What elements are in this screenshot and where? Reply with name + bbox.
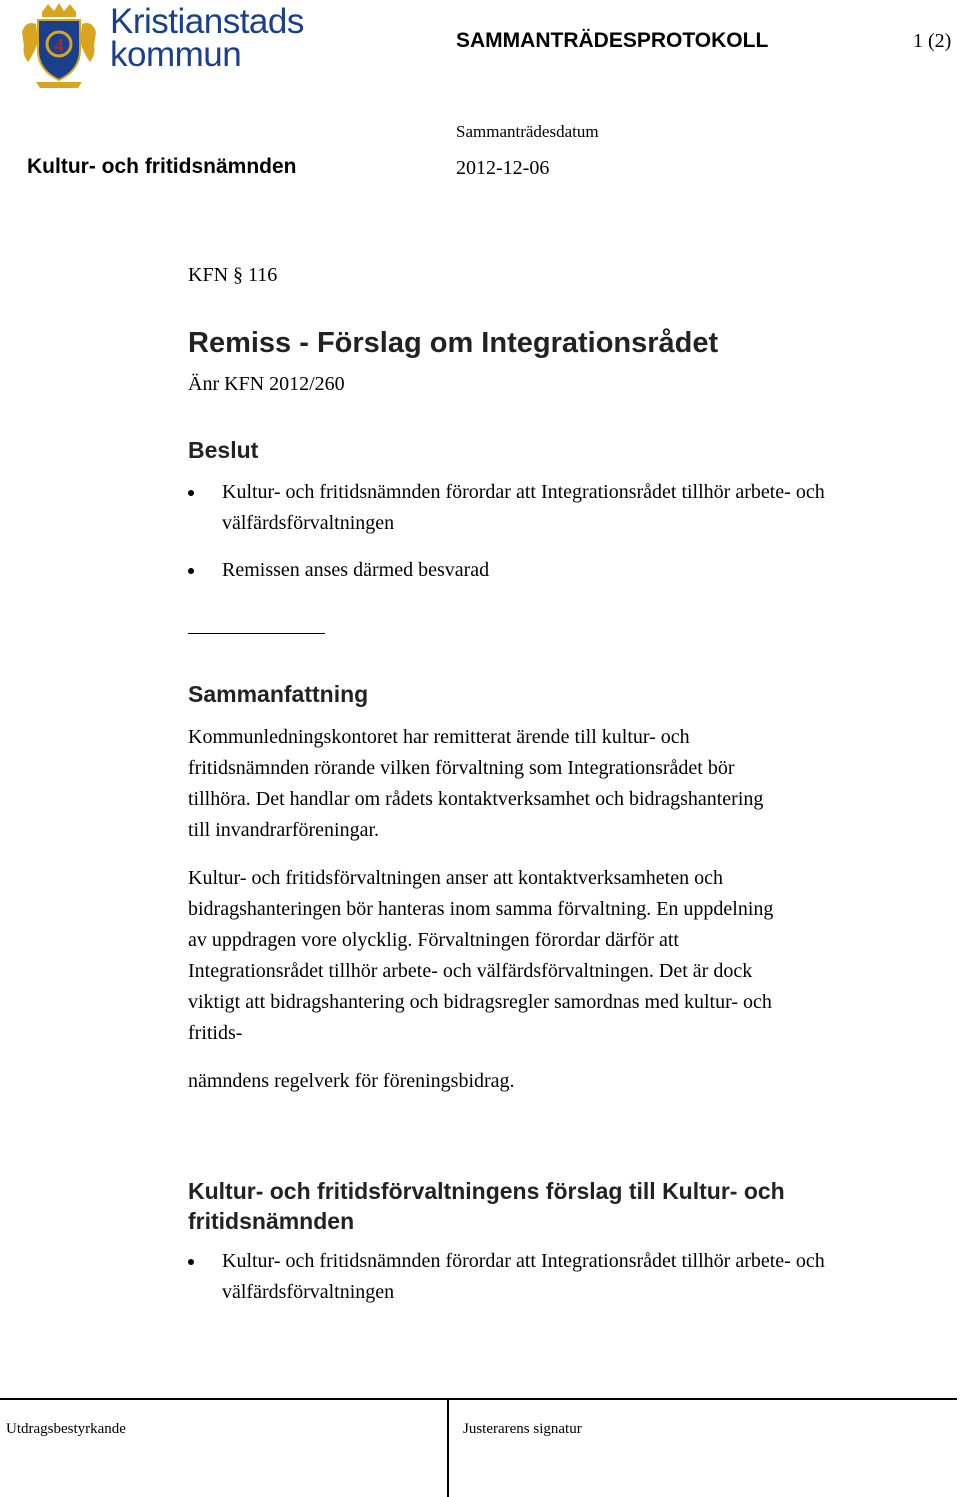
- text-line: tillhöra. Det handlar om rådets kontaktverksamhet och bidragshantering: [188, 788, 764, 810]
- list-item: [188, 477, 888, 539]
- committee-name: Kultur- och fritidsnämnden: [27, 155, 297, 178]
- list-item: [188, 1246, 888, 1308]
- footer-divider: [447, 1399, 449, 1497]
- bullet-text: Kultur- och fritidsnämnden förordar att Integrationsrådet tillhör arbete- och välfärdsförvaltningen: [222, 481, 825, 534]
- page-number: 1 (2): [913, 30, 952, 52]
- coat-of-arms-icon: [20, 2, 98, 88]
- matter-title: Remiss - Förslag om Integrationsrådet: [188, 327, 719, 359]
- summary-paragraph-2: [188, 863, 888, 1049]
- bullet-text: Kultur- och fritidsnämnden förordar att Integrationsrådet tillhör arbete- och välfärdsförvaltningen: [222, 1250, 825, 1303]
- bullet-dot-icon: [188, 490, 194, 496]
- list-item: [188, 555, 888, 586]
- summary-paragraph-1: [188, 722, 888, 846]
- summary-paragraph-3: nämndens regelverk för föreningsbidrag.: [188, 1070, 515, 1092]
- section-divider: [188, 633, 325, 634]
- logo-text-line1: Kristianstads: [110, 2, 304, 41]
- beslut-bullet-list: [188, 477, 888, 602]
- text-line: Kommunledningskontoret har remitterat ärende till kultur- och: [188, 726, 690, 748]
- text-line: fritidsnämnden rörande vilken förvaltning som Integrationsrådet bör: [188, 757, 735, 779]
- footer-rule: [0, 1398, 957, 1400]
- text-line: bidragshanteringen bör hanteras inom samma förvaltning. En uppdelning: [188, 898, 774, 920]
- logo-wordmark: [110, 4, 304, 72]
- logo-text-line2: kommun: [110, 35, 242, 74]
- case-number: Änr KFN 2012/260: [188, 373, 345, 395]
- footer-label-utdragsbestyrkande: Utdragsbestyrkande: [6, 1421, 126, 1437]
- text-line: Integrationsrådet tillhör arbete- och välfärdsförvaltningen. Det är dock: [188, 960, 753, 982]
- bullet-text: Remissen anses därmed besvarad: [222, 559, 490, 581]
- text-line: till invandrarföreningar.: [188, 819, 380, 841]
- section-heading-forslag: Kultur- och fritidsförvaltningens förslag till Kultur- och fritidsnämnden: [188, 1178, 785, 1234]
- meeting-date-label: Sammanträdesdatum: [456, 122, 599, 141]
- text-line: av uppdragen vore olycklig. Förvaltningen förordar därför att: [188, 929, 679, 951]
- paragraph-reference: KFN § 116: [188, 264, 278, 286]
- text-line: Kultur- och fritidsförvaltningen anser att kontaktverksamheten och: [188, 867, 723, 889]
- section-heading-sammanfattning: Sammanfattning: [188, 681, 369, 707]
- svg-text:4: 4: [54, 35, 64, 55]
- bullet-dot-icon: [188, 568, 194, 574]
- footer-label-justerarens-signatur: Justerarens signatur: [463, 1421, 582, 1437]
- bullet-dot-icon: [188, 1259, 194, 1265]
- text-line: fritids-: [188, 1022, 243, 1044]
- meeting-date: 2012-12-06: [456, 157, 550, 179]
- protocol-title: SAMMANTRÄDESPROTOKOLL: [456, 29, 769, 52]
- section-heading-beslut: Beslut: [188, 437, 259, 463]
- text-line: viktigt att bidragshantering och bidragsregler samordnas med kultur- och: [188, 991, 772, 1013]
- forslag-bullet-list: [188, 1246, 888, 1324]
